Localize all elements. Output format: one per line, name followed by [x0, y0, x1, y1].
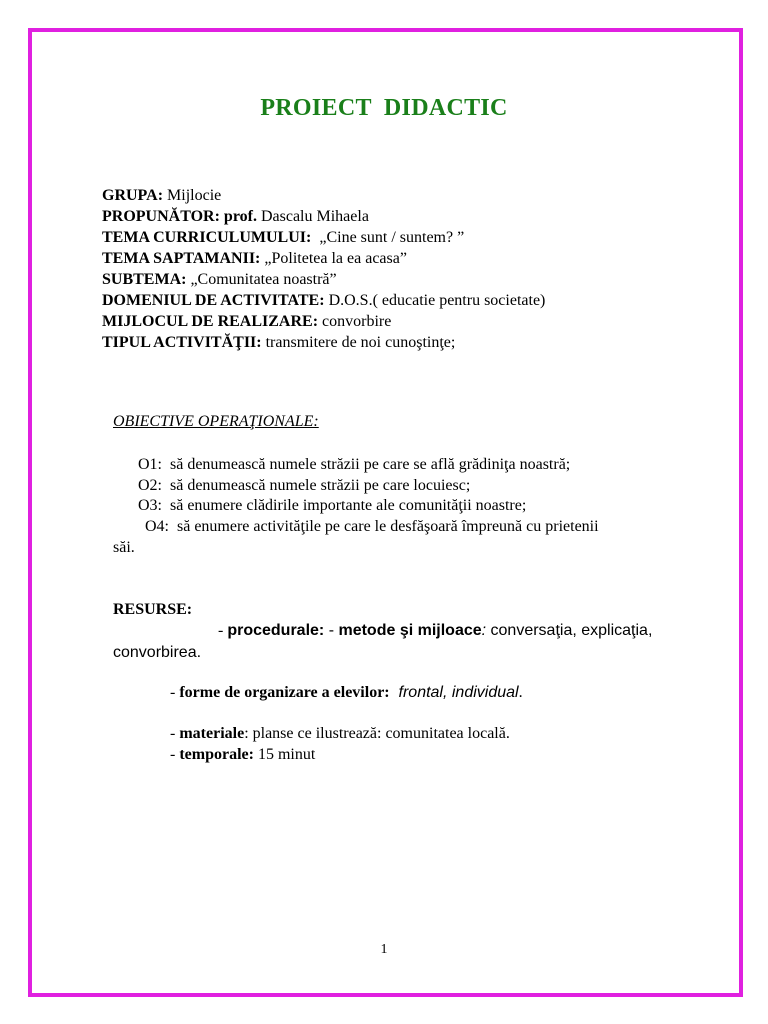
objective-o3: O3: să enumere clădirile importante ale comunităţii noastre; — [138, 497, 527, 514]
info-row-subtema: SUBTEMA: „Comunitatea noastră” — [102, 271, 337, 288]
resources-materials: - materiale: planse ce ilustrează: comunitatea locală. — [170, 725, 510, 742]
objectives-heading: OBIECTIVE OPERAŢIONALE: — [113, 413, 319, 430]
info-row-domeniu: DOMENIUL DE ACTIVITATE: D.O.S.( educatie pentru societate) — [102, 292, 546, 309]
resources-methods-cont: convorbirea. — [113, 644, 202, 661]
objective-o1: O1: să denumească numele străzii pe care se află grădiniţa noastră; — [138, 456, 571, 473]
page-number: 1 — [380, 942, 388, 957]
info-row-tema-saptamanii: TEMA SAPTAMANII: „Politetea la ea acasa” — [102, 250, 407, 267]
info-row-tema-curriculum: TEMA CURRICULUMULUI: „Cine sunt / suntem? ” — [102, 229, 465, 246]
info-block — [102, 185, 545, 353]
resources-temporal: - temporale: 15 minut — [170, 746, 316, 763]
objective-o4-cont: săi. — [113, 539, 135, 556]
info-row-tip-activitate: TIPUL ACTIVITĂŢII: transmitere de noi cunoştinţe; — [102, 334, 456, 351]
resources-forms: - forme de organizare a elevilor: frontal, individual. — [170, 684, 523, 701]
info-row-grupa: GRUPA: Mijlocie — [102, 187, 222, 204]
resources-heading: RESURSE: — [113, 601, 193, 618]
resources-procedural: - procedurale: - metode şi mijloace: conversaţia, explicaţia, — [218, 622, 653, 639]
objective-o2: O2: să denumească numele străzii pe care locuiesc; — [138, 477, 471, 494]
document-title: PROIECT DIDACTIC — [260, 95, 508, 121]
info-row-mijloc: MIJLOCUL DE REALIZARE: convorbire — [102, 313, 392, 330]
info-row-propunator: PROPUNĂTOR: prof. Dascalu Mihaela — [102, 208, 369, 225]
objective-o4: O4: să enumere activităţile pe care le desfăşoară împreună cu prietenii — [145, 518, 599, 535]
